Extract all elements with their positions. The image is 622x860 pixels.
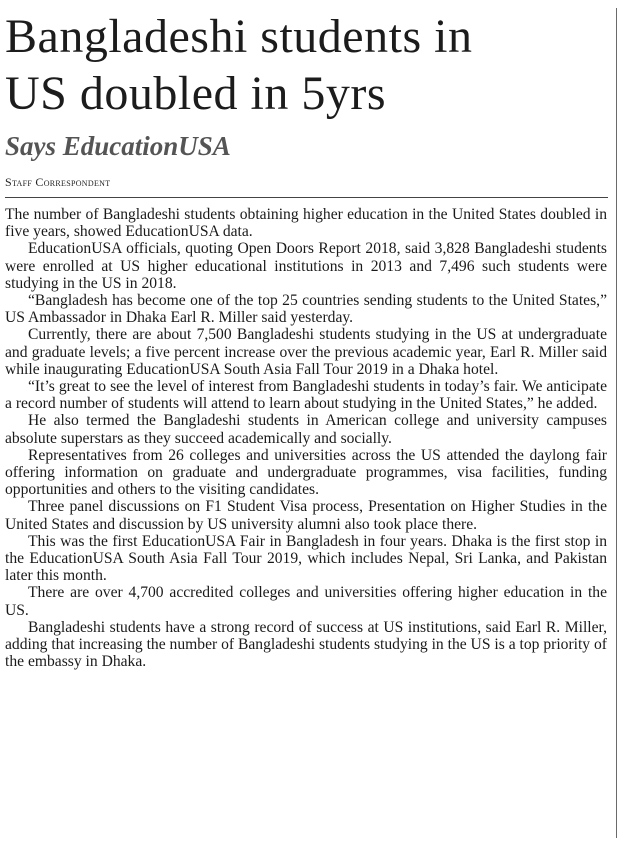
- article-paragraph: Three panel discussions on F1 Student Visa process, Presentation on Higher Studies in the United States and discussion by US university alumni also took place there.: [5, 498, 607, 533]
- subheadline: Says EducationUSA: [5, 131, 231, 161]
- article-paragraph: This was the first EducationUSA Fair in Bangladesh in four years. Dhaka is the first stop in the EducationUSA South Asia Fall Tour 2019, which includes Nepal, Sri Lanka, and Pakistan later this month.: [5, 532, 607, 585]
- headline: [5, 8, 605, 122]
- article-paragraph: Currently, there are about 7,500 Bangladeshi students studying in the US at undergraduate and graduate levels; a five percent increase over the previous academic year, Earl R. Miller said while inaugurating EducationUSA South Asia Fall Tour 2019 in a Dhaka hotel.: [5, 326, 607, 378]
- article-paragraph: There are over 4,700 accredited colleges and universities offering higher education in the US.: [5, 584, 607, 619]
- headline-line-1: Bangladeshi students in: [5, 10, 473, 63]
- article-paragraph: “It’s great to see the level of interest from Bangladeshi students in today’s fair. We anticipate a record number of students will attend to learn about studying in the United States,” he added.: [5, 378, 607, 413]
- column-rule: [616, 8, 617, 838]
- headline-line-2: US doubled in 5yrs: [5, 67, 386, 120]
- article-body: [5, 206, 607, 670]
- article-paragraph: Bangladeshi students have a strong record of success at US institutions, said Earl R. Miller, adding that increasing the number of Bangladeshi students studying in the US is a top priority of the embassy in Dhaka.: [5, 618, 607, 671]
- article-paragraph: EducationUSA officials, quoting Open Doors Report 2018, said 3,828 Bangladeshi students were enrolled at US higher educational institutions in 2013 and 7,496 such students were studying in the US in 2018.: [5, 240, 607, 292]
- article-paragraph: Representatives from 26 colleges and universities across the US attended the daylong fair offering information on graduate and undergraduate programmes, visa facilities, funding opportunities and others to the visiting candidates.: [5, 446, 607, 499]
- byline: Staff Correspondent: [5, 175, 111, 189]
- article-paragraph: The number of Bangladeshi students obtaining higher education in the United States doubled in five years, showed EducationUSA data.: [5, 206, 607, 241]
- byline-divider: [5, 197, 608, 198]
- article-paragraph: “Bangladesh has become one of the top 25 countries sending students to the United States,” US Ambassador in Dhaka Earl R. Miller said yesterday.: [5, 292, 607, 327]
- article-paragraph: He also termed the Bangladeshi students in American college and university campuses absolute superstars as they succeed academically and socially.: [5, 412, 607, 447]
